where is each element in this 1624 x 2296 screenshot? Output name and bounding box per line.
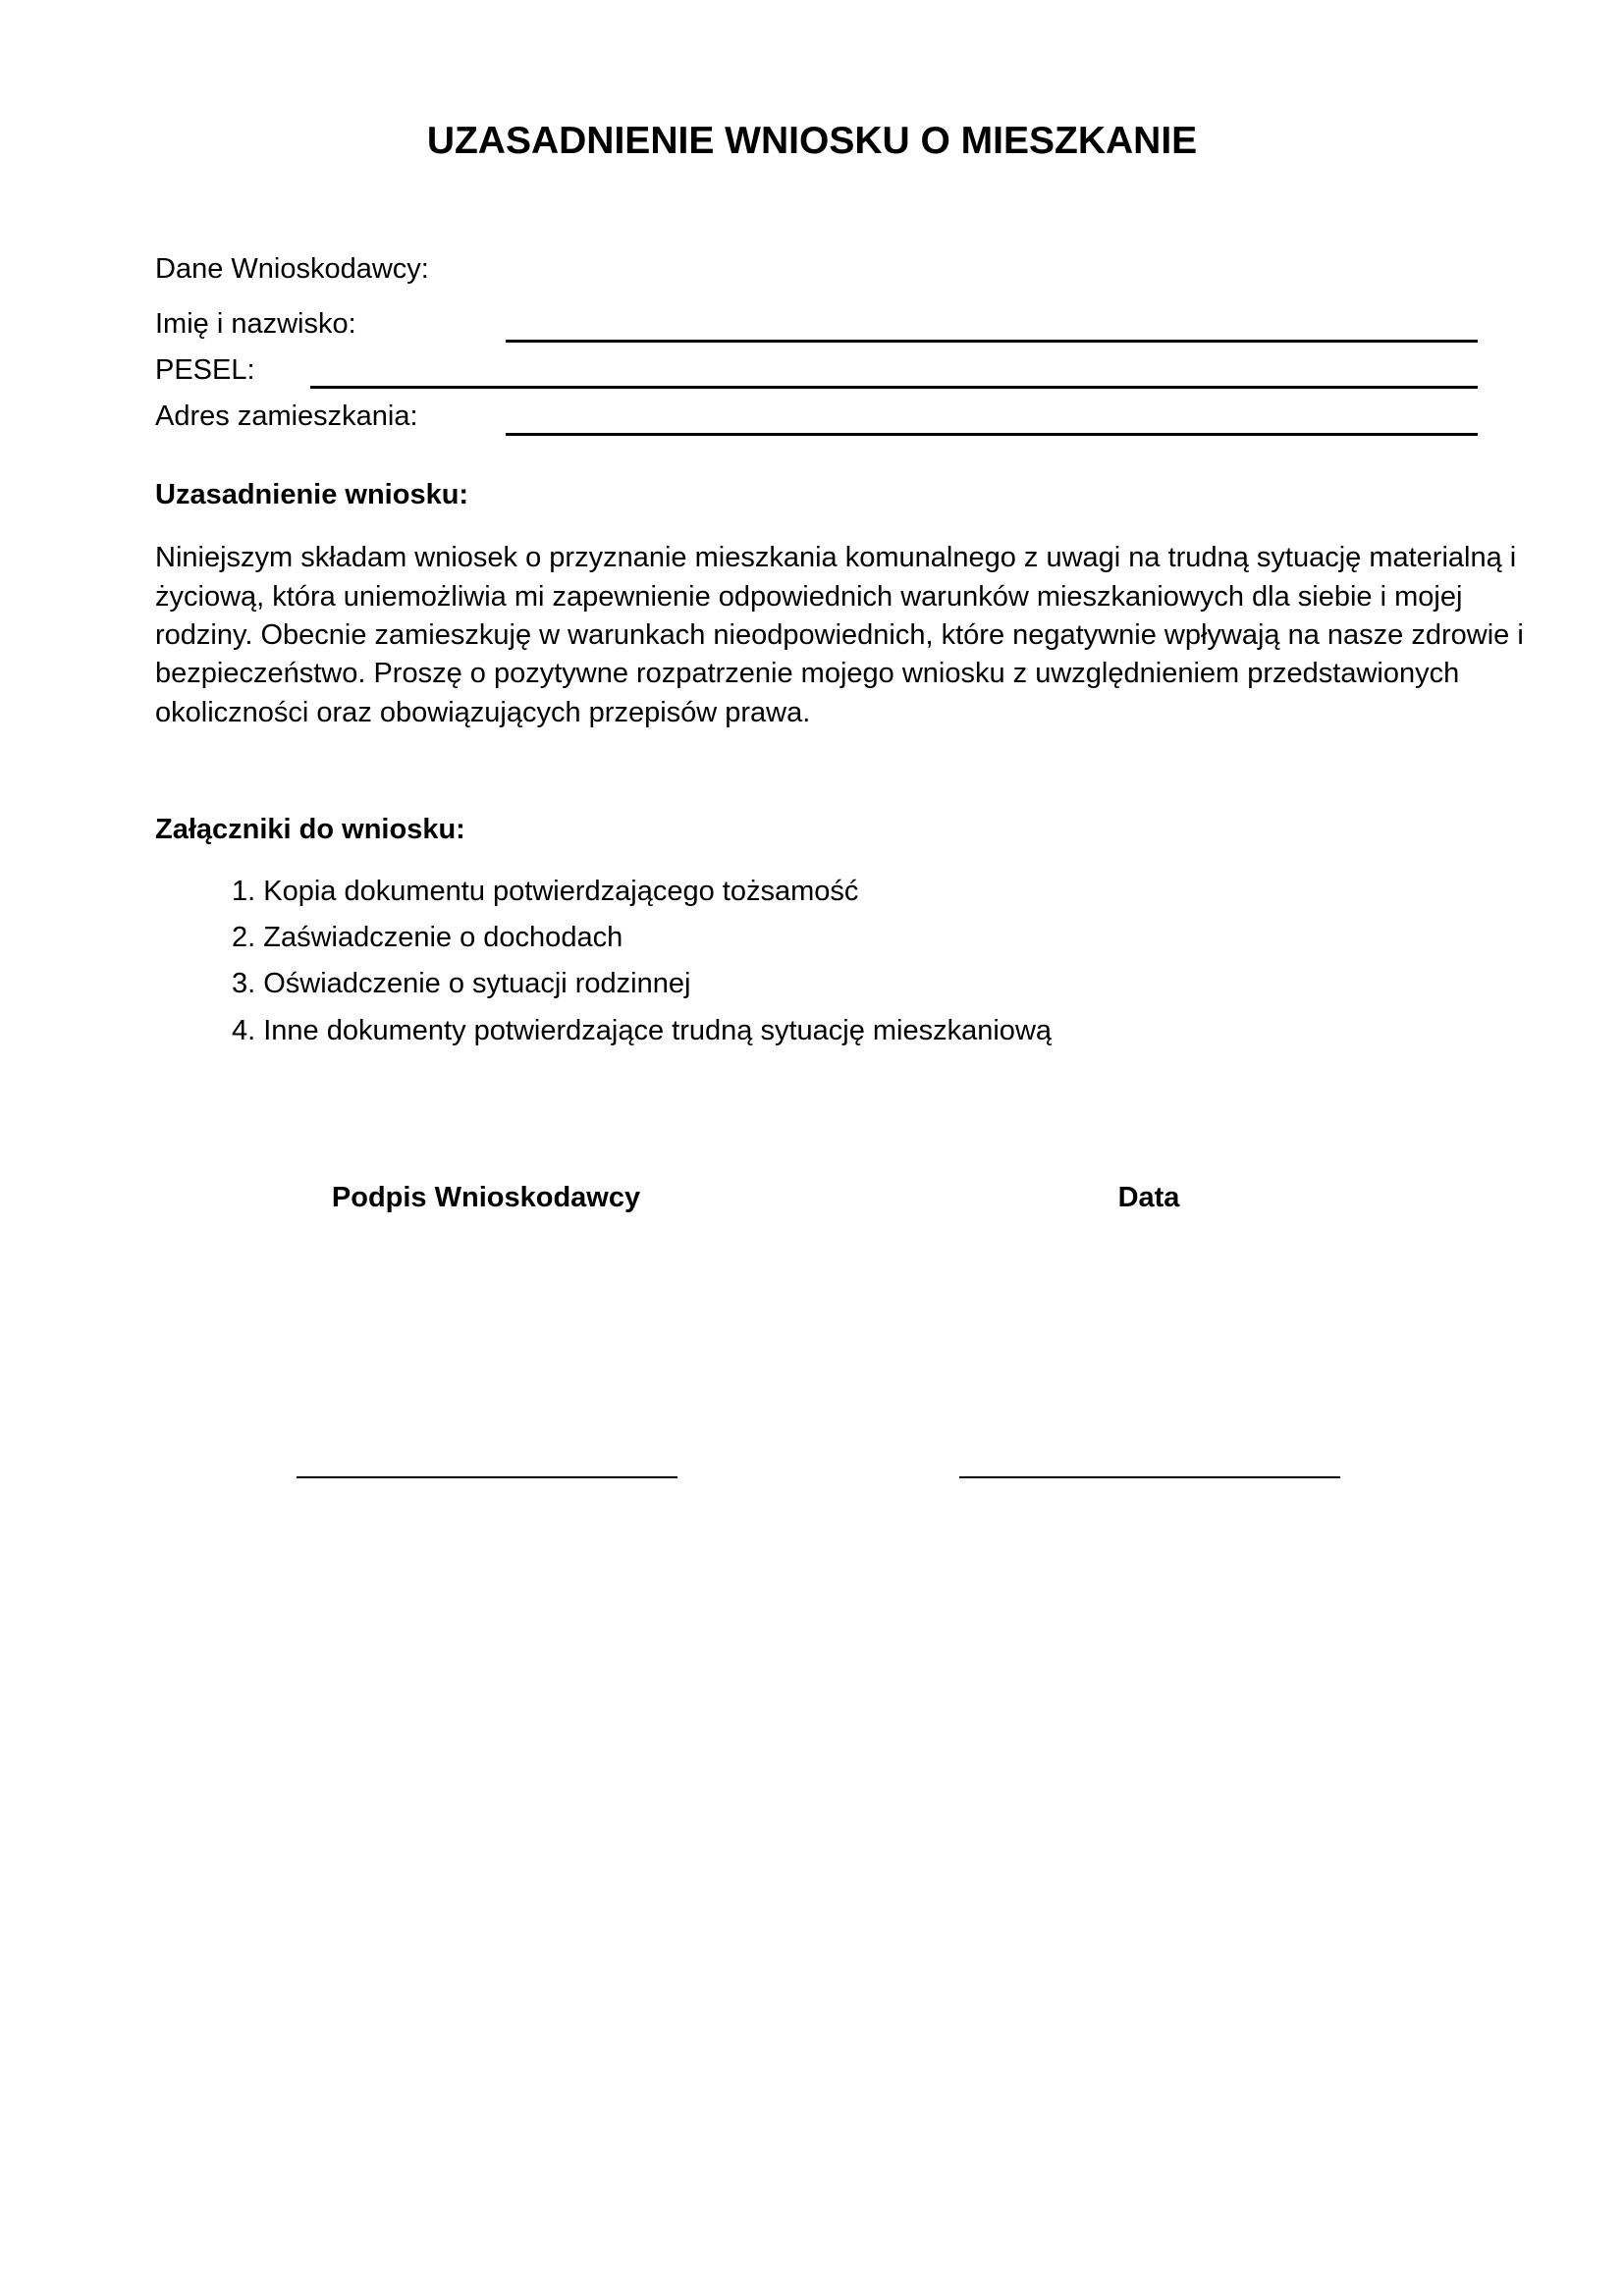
name-label: Imię i nazwisko: bbox=[155, 308, 356, 340]
attachments-heading: Załączniki do wniosku: bbox=[155, 814, 465, 845]
justification-line: okoliczności oraz obowiązujących przepisów prawa. bbox=[155, 697, 811, 728]
address-label: Adres zamieszkania: bbox=[155, 400, 418, 432]
address-field-line[interactable] bbox=[506, 433, 1478, 436]
document-title: UZASADNIENIE WNIOSKU O MIESZKANIE bbox=[426, 120, 1198, 162]
date-label: Data bbox=[1117, 1182, 1180, 1213]
applicant-heading: Dane Wnioskodawcy: bbox=[155, 253, 429, 285]
name-field-line[interactable] bbox=[506, 340, 1478, 343]
pesel-label: PESEL: bbox=[155, 354, 255, 386]
justification-line: życiową, która uniemożliwia mi zapewnienie odpowiednich warunków mieszkaniowych dla siebie i mojej bbox=[155, 581, 1463, 613]
justification-line: rodziny. Obecnie zamieszkuję w warunkach nieodpowiednich, które negatywnie wpływają na nasze zdrowie i bbox=[155, 619, 1524, 651]
justification-line: bezpieczeństwo. Proszę o pozytywne rozpatrzenie mojego wniosku z uwzględnieniem przedstawionych bbox=[155, 658, 1460, 689]
justification-line: Niniejszym składam wniosek o przyznanie mieszkania komunalnego z uwagi na trudną sytuację materialną i bbox=[155, 542, 1517, 573]
pesel-field-line[interactable] bbox=[310, 386, 1478, 389]
attachment-item: 3. Oświadczenie o sytuacji rodzinnej bbox=[232, 968, 691, 999]
attachment-item: 1. Kopia dokumentu potwierdzającego tożsamość bbox=[232, 876, 859, 907]
attachment-item: 2. Zaświadczenie o dochodach bbox=[232, 922, 623, 953]
signature-label: Podpis Wnioskodawcy bbox=[331, 1182, 641, 1213]
attachment-item: 4. Inne dokumenty potwierdzające trudną sytuację mieszkaniową bbox=[232, 1015, 1053, 1046]
justification-heading: Uzasadnienie wniosku: bbox=[155, 479, 469, 510]
date-line[interactable] bbox=[959, 1476, 1340, 1478]
signature-line[interactable] bbox=[297, 1476, 677, 1478]
